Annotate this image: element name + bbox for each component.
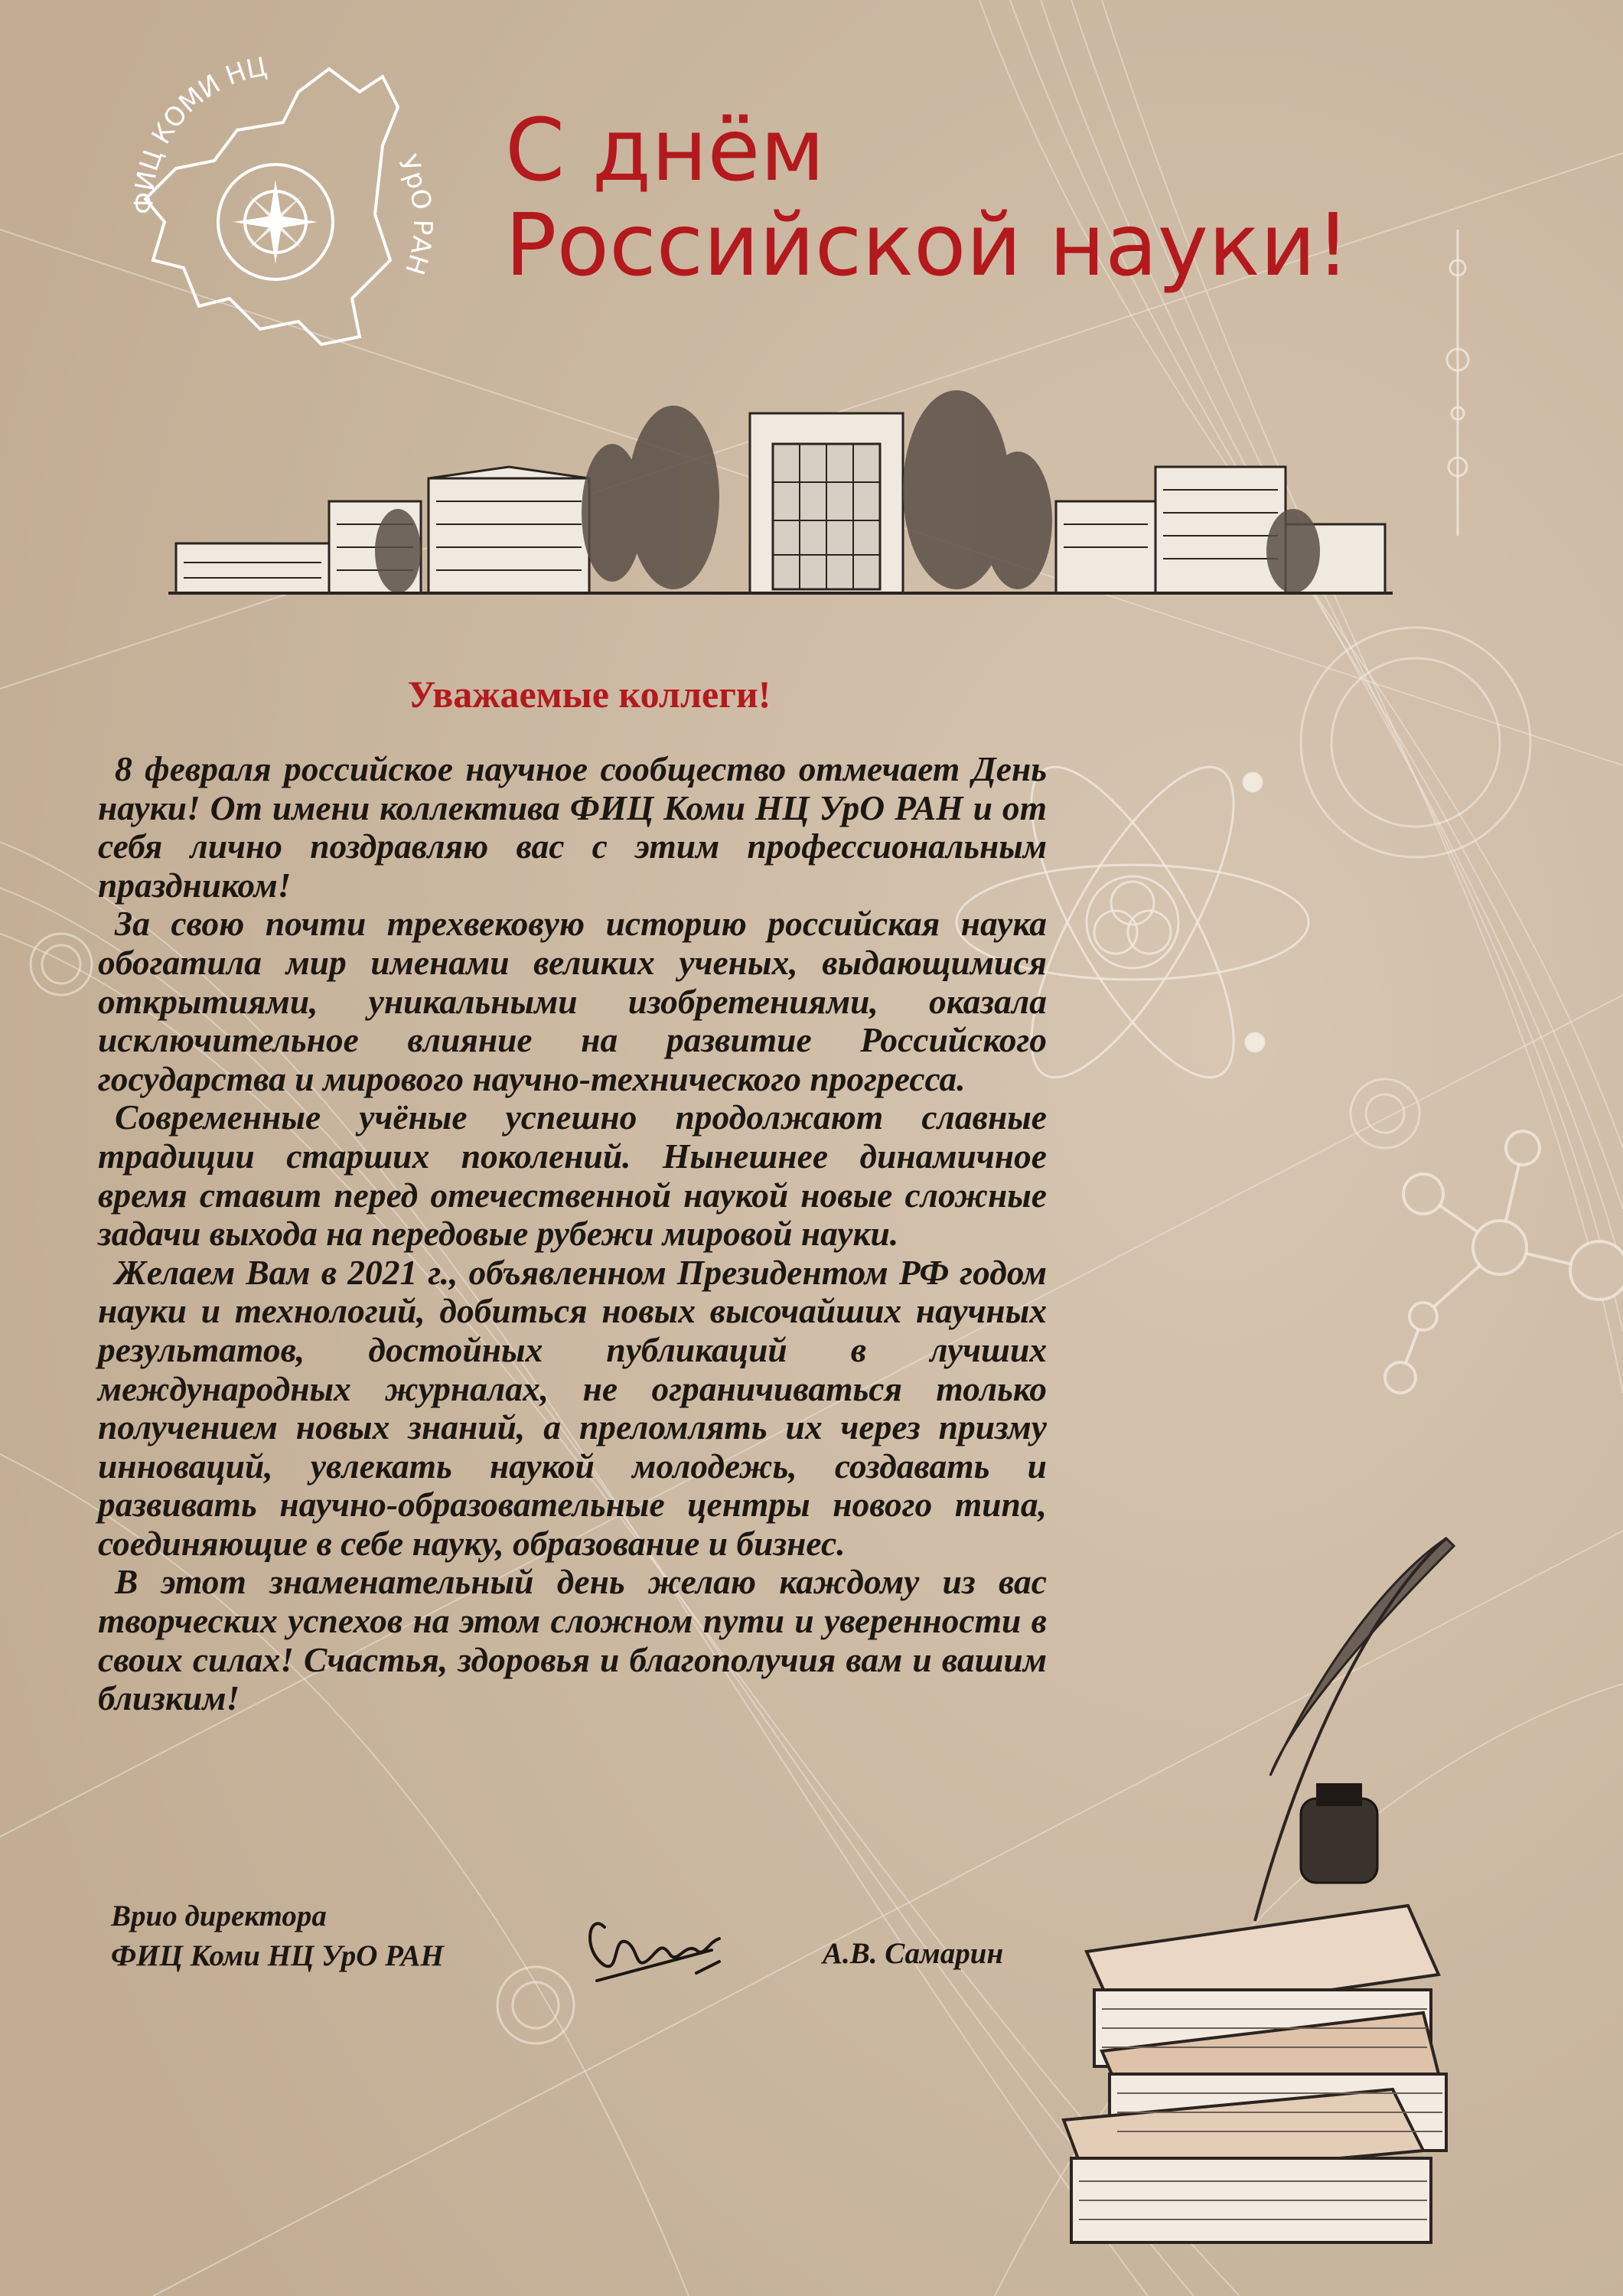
logo-text-right: УрО РАН xyxy=(392,150,438,279)
handwritten-signature xyxy=(582,1896,727,1996)
letter-paragraph: Желаем Вам в 2021 г., объявленном Президентом РФ годом науки и технологий, добиться новых высочайших научных результатов, достойных публикаций в лучших международных журналах, не ограничиваться только получением новых знаний, а преломлять их через призму инноваций, увлекать наукой молодежь, создавать и развивать научно-образовательные центры нового типа, соединяющие в себе науку, образование и бизнес. xyxy=(98,1252,1047,1563)
signatory-name: А.В. Самарин xyxy=(823,1937,1004,1970)
position-line-1: Врио директора xyxy=(111,1900,327,1932)
compass-rose-icon xyxy=(233,180,318,264)
logo-text-top: ФИЦ КОМИ НЦ xyxy=(129,51,269,215)
letter-body xyxy=(98,750,1047,1718)
title-line-2: Российской науки! xyxy=(505,196,1351,295)
institution-logo-icon xyxy=(107,46,444,375)
campus-illustration xyxy=(168,360,1393,612)
letter-paragraph: В этот знаменательный день желаю каждому из вас творческих успехов на этом сложном пути и уверенности в своих силах! Счастья, здоровья и благополучия вам и вашим близким! xyxy=(98,1562,1047,1718)
letter-paragraph: 8 февраля российское научное сообщество отмечает День науки! От имени коллектива ФИЦ Коми НЦ УрО РАН и от себя лично поздравляю вас с этим профессиональным праздником! xyxy=(98,749,1047,905)
letter-paragraph: За свою почти трехвековую историю российская наука обогатила мир именами великих ученых, выдающимися открытиями, уникальными изобретениями, оказала исключительное влияние на развитие Российского государства и мирового научно-технического прогресса. xyxy=(98,904,1047,1098)
letter-paragraph: Современные учёные успешно продолжают славные традиции старших поколений. Нынешнее динамичное время ставит перед отечественной наукой новые сложные задачи выхода на передовые рубежи мировой науки. xyxy=(98,1097,1047,1254)
greeting-heading: Уважаемые коллеги! xyxy=(407,673,771,716)
position-line-2: ФИЦ Коми НЦ УрО РАН xyxy=(111,1939,444,1972)
inkwell-icon xyxy=(1301,1783,1377,1883)
title-line-1: С днём xyxy=(505,101,825,201)
page-title xyxy=(505,103,1500,293)
books-icon xyxy=(1041,1523,1576,2281)
signatory-position xyxy=(111,1896,444,1976)
